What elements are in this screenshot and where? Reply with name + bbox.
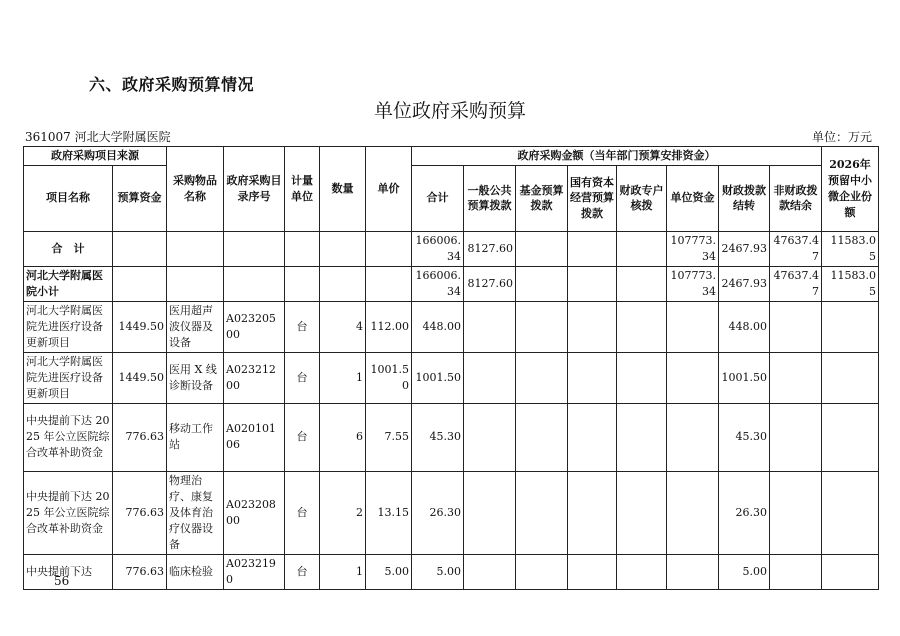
cell-quantity: 1 [320,554,366,589]
header-non-fiscal-carryover: 非财政拨款结余 [770,165,822,231]
cell-special-verify [617,554,667,589]
cell-unit: 台 [285,403,320,471]
cell-catalog-no: A02010106 [224,403,285,471]
cell-special-verify [617,266,667,301]
header-general-public: 一般公共预算拨款 [464,165,516,231]
cell-special-verify [617,301,667,352]
header-special-verify: 财政专户核拨 [617,165,667,231]
cell-sme-share [822,352,879,403]
cell-total: 166006.34 [412,231,464,266]
cell-project-name: 河北大学附属医院小计 [24,266,113,301]
cell-special-verify [617,231,667,266]
table-row [24,403,879,471]
cell-general-public [464,554,516,589]
cell-sme-share: 11583.05 [822,231,879,266]
cell-general-public: 8127.60 [464,266,516,301]
cell-state-capital [568,352,617,403]
cell-carryover: 2467.93 [719,266,770,301]
cell-budget-funds [113,231,167,266]
cell-catalog-no: A02321200 [224,352,285,403]
table-row [24,301,879,352]
cell-item-name: 医用超声波仪器及设备 [167,301,224,352]
cell-unit-price [366,266,412,301]
cell-total: 448.00 [412,301,464,352]
cell-unit-price: 13.15 [366,471,412,554]
currency-unit-label: 单位：万元 [811,130,872,144]
cell-project-name: 合 计 [24,231,113,266]
header-project-name: 项目名称 [24,165,113,231]
cell-non-fiscal-carryover: 47637.47 [770,266,822,301]
cell-carryover: 5.00 [719,554,770,589]
cell-budget-funds: 776.63 [113,403,167,471]
cell-project-name: 中央提前下达 [24,554,113,589]
header-item-name: 采购物品名称 [167,147,224,232]
cell-general-public: 8127.60 [464,231,516,266]
cell-unit-price: 112.00 [366,301,412,352]
cell-unit-price [366,231,412,266]
cell-fund-budget [516,471,568,554]
cell-unit: 台 [285,352,320,403]
cell-catalog-no: A0232190 [224,554,285,589]
cell-carryover: 1001.50 [719,352,770,403]
cell-state-capital [568,403,617,471]
header-fund-budget: 基金预算拨款 [516,165,568,231]
header-group-source: 政府采购项目来源 [24,147,167,166]
cell-quantity: 2 [320,471,366,554]
cell-item-name: 物理治疗、康复及体育治疗仪器设备 [167,471,224,554]
cell-total: 26.30 [412,471,464,554]
cell-general-public [464,352,516,403]
cell-non-fiscal-carryover [770,352,822,403]
cell-total: 5.00 [412,554,464,589]
cell-non-fiscal-carryover [770,554,822,589]
cell-non-fiscal-carryover [770,403,822,471]
cell-fund-budget [516,403,568,471]
cell-non-fiscal-carryover [770,301,822,352]
cell-unit: 台 [285,554,320,589]
cell-unit-funds [667,301,719,352]
cell-unit [285,266,320,301]
header-unit-funds: 单位资金 [667,165,719,231]
header-quantity: 数量 [320,147,366,232]
cell-quantity [320,231,366,266]
cell-total: 45.30 [412,403,464,471]
cell-catalog-no: A02320800 [224,471,285,554]
cell-catalog-no [224,266,285,301]
cell-quantity: 1 [320,352,366,403]
cell-item-name: 医用 X 线诊断设备 [167,352,224,403]
header-budget-funds: 预算资金 [113,165,167,231]
cell-state-capital [568,471,617,554]
cell-item-name [167,231,224,266]
cell-unit-funds [667,403,719,471]
cell-sme-share [822,403,879,471]
cell-special-verify [617,471,667,554]
cell-unit-funds [667,471,719,554]
cell-state-capital [568,231,617,266]
cell-unit [285,231,320,266]
cell-fund-budget [516,554,568,589]
cell-non-fiscal-carryover: 47637.47 [770,231,822,266]
cell-fund-budget [516,301,568,352]
cell-unit-funds: 107773.34 [667,266,719,301]
cell-fund-budget [516,231,568,266]
table-row [24,471,879,554]
cell-project-name: 中央提前下达 2025 年公立医院综合改革补助资金 [24,471,113,554]
cell-project-name: 河北大学附属医院先进医疗设备更新项目 [24,352,113,403]
unit-code-name: 361007 河北大学附属医院 [25,130,171,144]
cell-state-capital [568,554,617,589]
header-carryover: 财政拨款结转 [719,165,770,231]
cell-quantity: 6 [320,403,366,471]
cell-carryover: 26.30 [719,471,770,554]
cell-unit-funds [667,352,719,403]
cell-fund-budget [516,266,568,301]
cell-special-verify [617,352,667,403]
cell-unit-price: 1001.50 [366,352,412,403]
table-row [24,352,879,403]
cell-budget-funds: 1449.50 [113,352,167,403]
cell-carryover: 2467.93 [719,231,770,266]
cell-sme-share: 11583.05 [822,266,879,301]
header-unit: 计量单位 [285,147,320,232]
table-row [24,231,879,266]
cell-item-name: 临床检验 [167,554,224,589]
cell-sme-share [822,471,879,554]
header-sme-share: 2026年预留中小微企业份额 [822,147,879,232]
cell-non-fiscal-carryover [770,471,822,554]
cell-unit: 台 [285,471,320,554]
cell-sme-share [822,301,879,352]
cell-general-public [464,403,516,471]
cell-unit: 台 [285,301,320,352]
cell-fund-budget [516,352,568,403]
cell-carryover: 45.30 [719,403,770,471]
cell-unit-funds: 107773.34 [667,231,719,266]
cell-total: 166006.34 [412,266,464,301]
cell-general-public [464,301,516,352]
header-state-capital: 国有资本经营预算拨款 [568,165,617,231]
cell-general-public [464,471,516,554]
cell-quantity [320,266,366,301]
cell-budget-funds: 776.63 [113,554,167,589]
cell-unit-price: 5.00 [366,554,412,589]
cell-special-verify [617,403,667,471]
cell-state-capital [568,301,617,352]
header-total: 合计 [412,165,464,231]
cell-budget-funds: 776.63 [113,471,167,554]
procurement-budget-table [23,146,879,590]
cell-quantity: 4 [320,301,366,352]
header-catalog-no: 政府采购目录序号 [224,147,285,232]
page-number: 56 [54,574,70,588]
cell-project-name: 河北大学附属医院先进医疗设备更新项目 [24,301,113,352]
cell-item-name [167,266,224,301]
table-row [24,554,879,589]
cell-carryover: 448.00 [719,301,770,352]
cell-unit-funds [667,554,719,589]
cell-budget-funds: 1449.50 [113,301,167,352]
header-group-amount: 政府采购金额（当年部门预算安排资金） [412,147,822,166]
cell-project-name: 中央提前下达 2025 年公立医院综合改革补助资金 [24,403,113,471]
document-title: 单位政府采购预算 [373,100,526,122]
cell-state-capital [568,266,617,301]
cell-item-name: 移动工作站 [167,403,224,471]
cell-catalog-no: A02320500 [224,301,285,352]
cell-catalog-no [224,231,285,266]
header-unit-price: 单价 [366,147,412,232]
table-row [24,266,879,301]
cell-unit-price: 7.55 [366,403,412,471]
cell-total: 1001.50 [412,352,464,403]
cell-sme-share [822,554,879,589]
section-heading: 六、政府采购预算情况 [89,75,255,94]
cell-budget-funds [113,266,167,301]
